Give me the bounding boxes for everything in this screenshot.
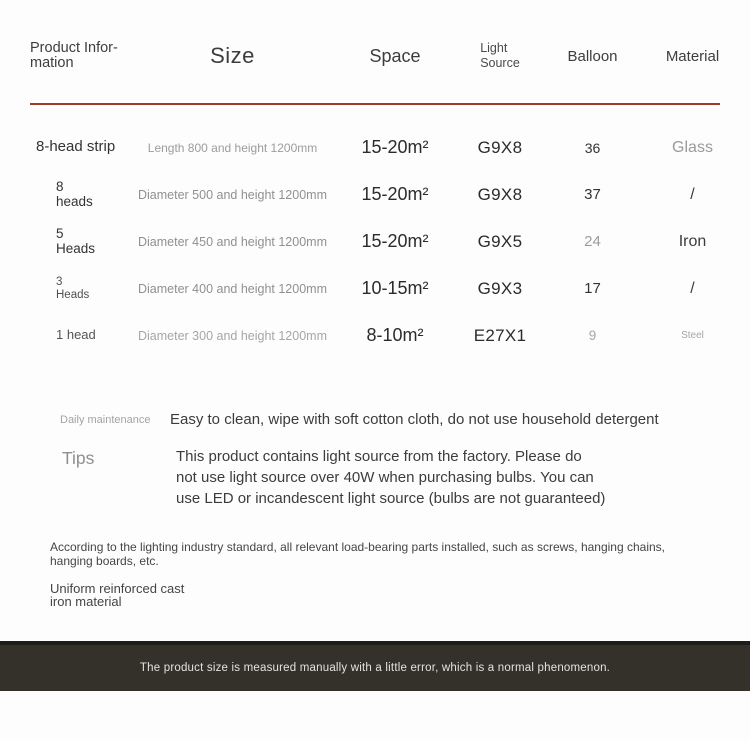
footnote-industry-standard-line1: According to the lighting industry standard, all relevant load-bearing parts installed, such as screws, hanging chains,	[50, 540, 666, 554]
balloon-count: 36	[584, 139, 601, 156]
row-label-line2: heads	[56, 193, 93, 209]
row-label-line2: Heads	[56, 288, 90, 301]
light-source-value: G9X8	[477, 184, 523, 204]
tips-text-line3: use LED or incandescent light source (bulbs are not guaranteed)	[176, 490, 606, 507]
tips-label: Tips	[62, 448, 95, 468]
space-value: 15-20m²	[361, 137, 429, 157]
maintenance-section	[0, 408, 750, 432]
space-value: 15-20m²	[361, 184, 429, 204]
maintenance-text: Easy to clean, wipe with soft cotton cloth, do not use household detergent	[170, 411, 659, 428]
material-value: /	[690, 185, 695, 203]
column-header-product-information-line2: mation	[30, 55, 74, 71]
space-value: 8-10m²	[366, 325, 424, 345]
space-value: 15-20m²	[361, 231, 429, 251]
row-label	[30, 180, 125, 209]
row-label-line1: 8	[56, 178, 64, 194]
footnote-cast-iron-line2: iron material	[50, 593, 122, 609]
maintenance-label: Daily maintenance	[60, 414, 151, 426]
column-header-product-information-line1: Product Infor-	[30, 39, 118, 56]
material-value: Iron	[678, 232, 707, 250]
column-header-space: Space	[369, 45, 421, 66]
table-row	[0, 218, 750, 265]
size-description: Diameter 400 and height 1200mm	[137, 281, 327, 296]
table-row	[0, 171, 750, 218]
column-header-size: Size	[210, 43, 255, 68]
light-source-value: G9X8	[477, 137, 523, 157]
size-description: Length 800 and height 1200mm	[147, 140, 318, 155]
balloon-count: 9	[588, 328, 597, 343]
row-label-line2: Heads	[56, 240, 96, 256]
row-label-line1: 1 head	[56, 327, 96, 343]
row-label-line1: 5	[56, 225, 64, 241]
table-row	[0, 265, 750, 312]
header-divider-line	[30, 103, 720, 105]
column-header-balloon: Balloon	[567, 47, 618, 65]
column-header-light-source-line2: Source	[480, 56, 520, 70]
footer-disclaimer-text: The product size is measured manually with a little error, which is a normal phenomenon.	[139, 662, 611, 674]
column-header-material: Material	[665, 47, 720, 65]
row-label	[30, 227, 125, 256]
footer-disclaimer-bar	[0, 641, 750, 691]
row-label	[30, 276, 125, 301]
table-row	[0, 124, 750, 171]
footnote-industry-standard-line2: hanging boards, etc.	[50, 553, 159, 568]
footnote-cast-iron	[50, 583, 184, 608]
light-source-value: G9X3	[477, 278, 523, 298]
light-source-value: G9X5	[477, 231, 523, 251]
tips-text	[176, 446, 696, 509]
balloon-count: 17	[584, 280, 601, 297]
tips-text-line1: This product contains light source from the factory. Please do	[176, 448, 582, 465]
balloon-count: 37	[584, 186, 601, 203]
row-label	[30, 328, 125, 342]
row-label-line1: 8-head strip	[36, 138, 116, 156]
material-value: Steel	[681, 330, 704, 341]
row-label-line1: 3	[56, 276, 63, 289]
space-value: 10-15m²	[361, 278, 429, 298]
row-label	[30, 139, 125, 155]
size-description: Diameter 300 and height 1200mm	[137, 328, 327, 343]
table-row	[0, 312, 750, 359]
light-source-value: E27X1	[473, 325, 527, 345]
column-header-light-source-line1: Light	[480, 41, 508, 56]
column-header-light-source	[450, 41, 550, 71]
size-description: Diameter 500 and height 1200mm	[137, 187, 327, 202]
material-value: /	[690, 279, 695, 297]
size-description: Diameter 450 and height 1200mm	[137, 234, 327, 249]
footnote-industry-standard	[50, 541, 710, 568]
column-header-product-information	[30, 41, 125, 71]
material-value: Glass	[672, 138, 713, 156]
spec-table-header	[0, 30, 750, 82]
balloon-count: 24	[584, 233, 601, 250]
footnote-cast-iron-line1: Uniform reinforced cast	[50, 581, 185, 596]
spec-table-body	[0, 124, 750, 359]
tips-text-line2: not use light source over 40W when purchasing bulbs. You can	[176, 469, 594, 486]
